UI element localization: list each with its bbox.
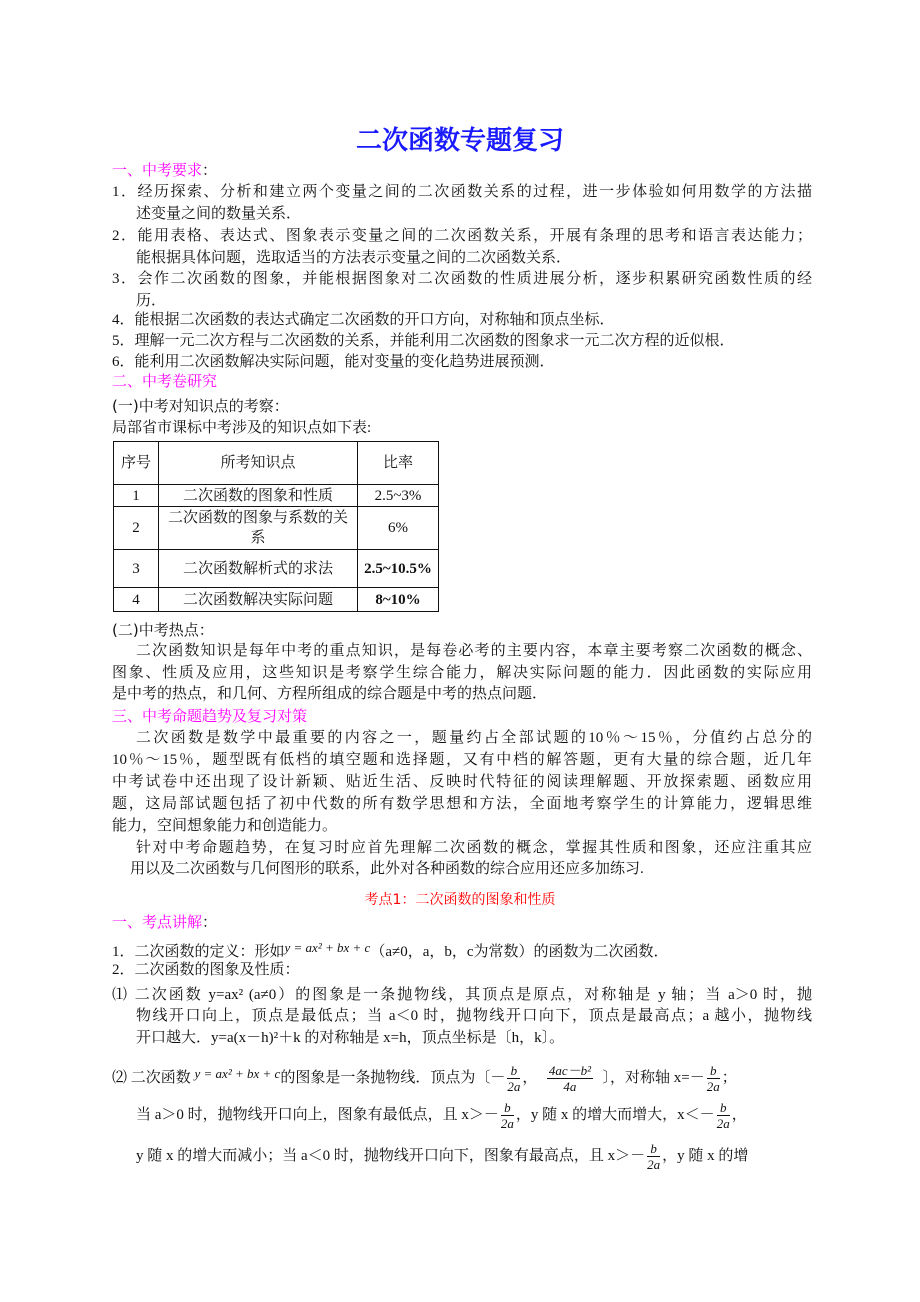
table-row — [114, 485, 439, 507]
topic-heading — [112, 912, 812, 933]
paragraph-line: 10％～15％，题型既有低档的填空题和选择题，又有中档的解答题，更有大量的综合题，近几年 — [112, 752, 812, 768]
numerator: b — [647, 1141, 660, 1157]
fraction — [707, 1063, 720, 1094]
property-line-3 — [136, 1097, 812, 1133]
paragraph-line: 二次函数知识是每年中考的重点知识，是每卷必考的主要内容，本章主要考察二次函数的概念、 — [136, 643, 812, 659]
section-heading-2: 二、中考卷研究 — [112, 372, 218, 390]
numerator: b — [707, 1063, 720, 1079]
cell: 4 — [114, 588, 159, 612]
list-item: 6．能利用二次函数解决实际问题，能对变量的变化趋势进展预测． — [112, 354, 555, 370]
heading-text: 一、考点讲解 — [112, 913, 203, 931]
cell: 3 — [114, 550, 159, 588]
list-item: 1．经历探索、分析和建立两个变量之间的二次函数关系的过程，进一步体验如何用数学的方法描 — [112, 184, 812, 200]
denominator: 2a — [706, 1079, 720, 1095]
formula: y = ax² + bx + c — [194, 1066, 281, 1081]
section-heading-1 — [112, 160, 812, 181]
text: 1．二次函数的定义：形如 — [112, 944, 285, 960]
cell: 2.5~3% — [358, 485, 439, 507]
text: 当 a＞0 时，抛物线开口向上，图象有最低点，且 x＞－ — [136, 1107, 499, 1123]
paragraph-line: 题，这局部试题包括了初中代数的所有数学思想和方法，全面地考察学生的计算能力，逻辑思维 — [112, 796, 812, 812]
subheading-2: (二)中考热点： — [112, 621, 214, 639]
fraction — [507, 1063, 520, 1094]
text: ，y 随 x 的增大而增大，x＜－ — [515, 1107, 715, 1123]
colon: ： — [202, 915, 218, 931]
numerator: b — [717, 1100, 730, 1116]
table-intro: 局部省市课标中考涉及的知识点如下表: — [112, 420, 372, 436]
cell: 6% — [358, 507, 439, 550]
paragraph-line: 用以及二次函数与几何图形的联系，此外对各种函数的综合应用还应多加练习. — [130, 861, 644, 877]
denominator: 2a — [716, 1116, 730, 1132]
cell: 二次函数解决实际问题 — [159, 588, 358, 612]
table-row — [114, 507, 439, 550]
section-heading-3: 三、中考命题趋势及复习对策 — [112, 707, 308, 725]
text: 〕，对称轴 x=－ — [602, 1070, 705, 1086]
numerator: b — [507, 1063, 520, 1079]
denominator: 4a — [563, 1079, 577, 1095]
cell: 2 — [114, 507, 159, 550]
list-item: 2．二次函数的图象及性质： — [112, 962, 300, 978]
subheading-1: (一)中考对知识点的考察： — [112, 397, 289, 415]
page-title: 二次函数专题复习 — [355, 126, 564, 156]
text: y 随 x 的增大而减小；当 a＜0 时，抛物线开口向下，图象有最高点，且 x＞－ — [136, 1148, 646, 1164]
list-item-cont: 历． — [136, 293, 167, 309]
cell: 二次函数的图象与系数的关系 — [159, 507, 358, 550]
denominator: 2a — [507, 1079, 521, 1095]
list-item: 5．理解一元二次方程与二次函数的关系，并能利用二次函数的图象求一元二次方程的近似根． — [112, 333, 735, 349]
colon: ： — [202, 163, 218, 179]
property-line: 开口越大．y=a(x－h)²＋k 的对称轴是 x=h，顶点坐标是〔h，k〕。 — [136, 1030, 565, 1046]
cell: 8~10% — [358, 588, 439, 612]
list-item: 4．能根据二次函数的表达式确定二次函数的开口方向，对称轴和顶点坐标． — [112, 312, 615, 328]
list-item-cont: 述变量之间的数量关系． — [136, 206, 302, 222]
text: ⑵ 二次函数 — [112, 1070, 191, 1086]
text: ， — [522, 1070, 538, 1086]
text: 的图象是一条抛物线．顶点为〔－ — [280, 1070, 506, 1086]
numerator: b — [501, 1100, 514, 1116]
table-header-row — [114, 442, 439, 485]
text: ， — [731, 1107, 747, 1123]
paragraph-line: 图象、性质及应用，这些知识是考察学生综合能力，解决实际问题的能力．因此函数的实际应用 — [112, 665, 812, 681]
fraction — [717, 1100, 730, 1131]
knowledge-table — [113, 441, 439, 612]
fraction — [647, 1141, 660, 1172]
list-item: 3．会作二次函数的图象，并能根据图象对二次函数的性质进展分析，逐步积累研究函数性质的经 — [112, 271, 812, 287]
header-cell: 比率 — [358, 442, 439, 485]
header-cell: 序号 — [114, 442, 159, 485]
cell: 2.5~10.5% — [358, 550, 439, 588]
paragraph-line: 针对中考命题趋势，在复习时应首先理解二次函数的概念，掌握其性质和图象，还应注重其应 — [136, 840, 812, 856]
heading-text: 一、中考要求 — [112, 161, 203, 179]
table-row — [114, 550, 439, 588]
property-line: ⑴ 二次函数 y=ax² (a≠0）的图象是一条抛物线，其顶点是原点，对称轴是 y 轴；当 a＞0 时，抛 — [112, 987, 812, 1003]
denominator: 2a — [500, 1116, 514, 1132]
fraction — [547, 1063, 593, 1094]
paragraph-line: 二次函数是数学中最重要的内容之一，题量约占全部试题的10％～15％，分值约占总分的 — [136, 730, 812, 746]
list-item: 2．能用表格、表达式、图象表示变量之间的二次函数关系，开展有条理的思考和语言表达能力； — [112, 228, 812, 244]
numerator: 4ac－b² — [548, 1063, 592, 1079]
table-row — [114, 588, 439, 612]
paragraph-line: 中考试卷中还出现了设计新颖、贴近生活、反映时代特征的阅读理解题、开放探索题、函数应用 — [112, 774, 812, 790]
property-line-2 — [112, 1056, 812, 1096]
text: ； — [721, 1070, 737, 1086]
text: ，y 随 x 的增 — [662, 1148, 749, 1164]
fraction — [501, 1100, 514, 1131]
header-cell: 所考知识点 — [159, 442, 358, 485]
cell: 二次函数解析式的求法 — [159, 550, 358, 588]
list-item-cont: 能根据具体问题，选取适当的方法表示变量之间的二次函数关系． — [136, 250, 572, 266]
property-line: 物线开口向上，顶点是最低点；当 a＜0 时，抛物线开口向下，顶点是最高点；a 越小，抛物线 — [136, 1008, 812, 1024]
topic-title: 考点1：二次函数的图象和性质 — [364, 892, 556, 908]
cell: 二次函数的图象和性质 — [159, 485, 358, 507]
definition-line — [112, 938, 812, 962]
denominator: 2a — [647, 1157, 661, 1173]
text: （a≠0，a，b，c为常数）的函数为二次函数． — [370, 944, 669, 960]
property-line-4 — [136, 1138, 812, 1174]
paragraph-line: 能力，空间想象能力和创造能力。 — [112, 818, 338, 834]
formula: y = ax² + bx + c — [284, 940, 371, 955]
cell: 1 — [114, 485, 159, 507]
paragraph-line: 是中考的热点，和几何、方程所组成的综合题是中考的热点问题． — [112, 686, 548, 702]
